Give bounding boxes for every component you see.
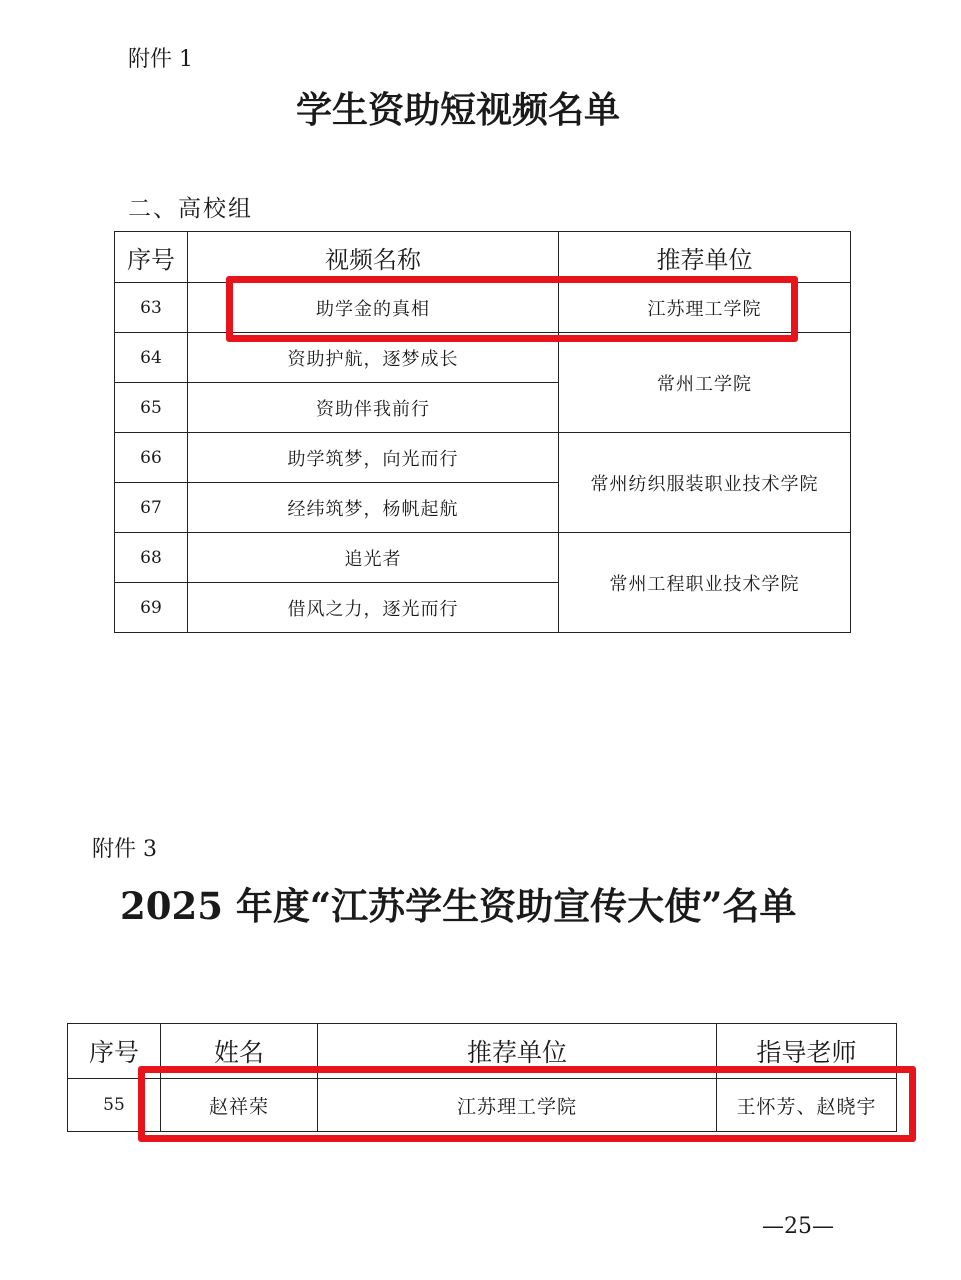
row-unit: 常州纺织服装职业技术学院 (559, 433, 851, 533)
table-header-row (115, 232, 851, 283)
row-unit: 常州工学院 (559, 333, 851, 433)
table-row (115, 433, 851, 483)
attachment-1-title: 学生资助短视频名单 (296, 89, 621, 131)
attachment-1-label: 附件 1 (128, 47, 193, 72)
section-heading: 二、高校组 (128, 196, 253, 222)
highlight-box (138, 1066, 916, 1142)
row-advisor: 王怀芳、赵晓宇 (717, 1079, 897, 1132)
row-index: 63 (115, 283, 188, 333)
row-video-name: 助学金的真相 (188, 283, 559, 333)
table-row (115, 533, 851, 583)
row-name: 赵祥荣 (161, 1079, 318, 1132)
row-index: 64 (115, 333, 188, 383)
row-index: 69 (115, 583, 188, 633)
header-index: 序号 (68, 1024, 161, 1079)
row-index: 68 (115, 533, 188, 583)
row-video-name: 资助伴我前行 (188, 383, 559, 433)
header-name: 姓名 (161, 1024, 318, 1079)
header-recommending-unit: 推荐单位 (559, 232, 851, 283)
highlight-box (226, 276, 798, 342)
row-index: 67 (115, 483, 188, 533)
row-video-name: 追光者 (188, 533, 559, 583)
header-recommending-unit: 推荐单位 (318, 1024, 717, 1079)
row-index: 55 (68, 1079, 161, 1132)
row-unit: 江苏理工学院 (318, 1079, 717, 1132)
header-video-name: 视频名称 (188, 232, 559, 283)
row-index: 66 (115, 433, 188, 483)
header-index: 序号 (115, 232, 188, 283)
row-video-name: 经纬筑梦，杨帆起航 (188, 483, 559, 533)
row-video-name: 借风之力，逐光而行 (188, 583, 559, 633)
attachment-3-title: 2025 年度“江苏学生资助宣传大使”名单 (120, 884, 797, 928)
page-number: —25— (762, 1214, 834, 1239)
row-video-name: 助学筑梦，向光而行 (188, 433, 559, 483)
row-video-name: 资助护航，逐梦成长 (188, 333, 559, 383)
attachment-3-label: 附件 3 (92, 837, 157, 862)
row-unit: 江苏理工学院 (559, 283, 851, 333)
row-unit: 常州工程职业技术学院 (559, 533, 851, 633)
header-advisor: 指导老师 (717, 1024, 897, 1079)
row-index: 65 (115, 383, 188, 433)
